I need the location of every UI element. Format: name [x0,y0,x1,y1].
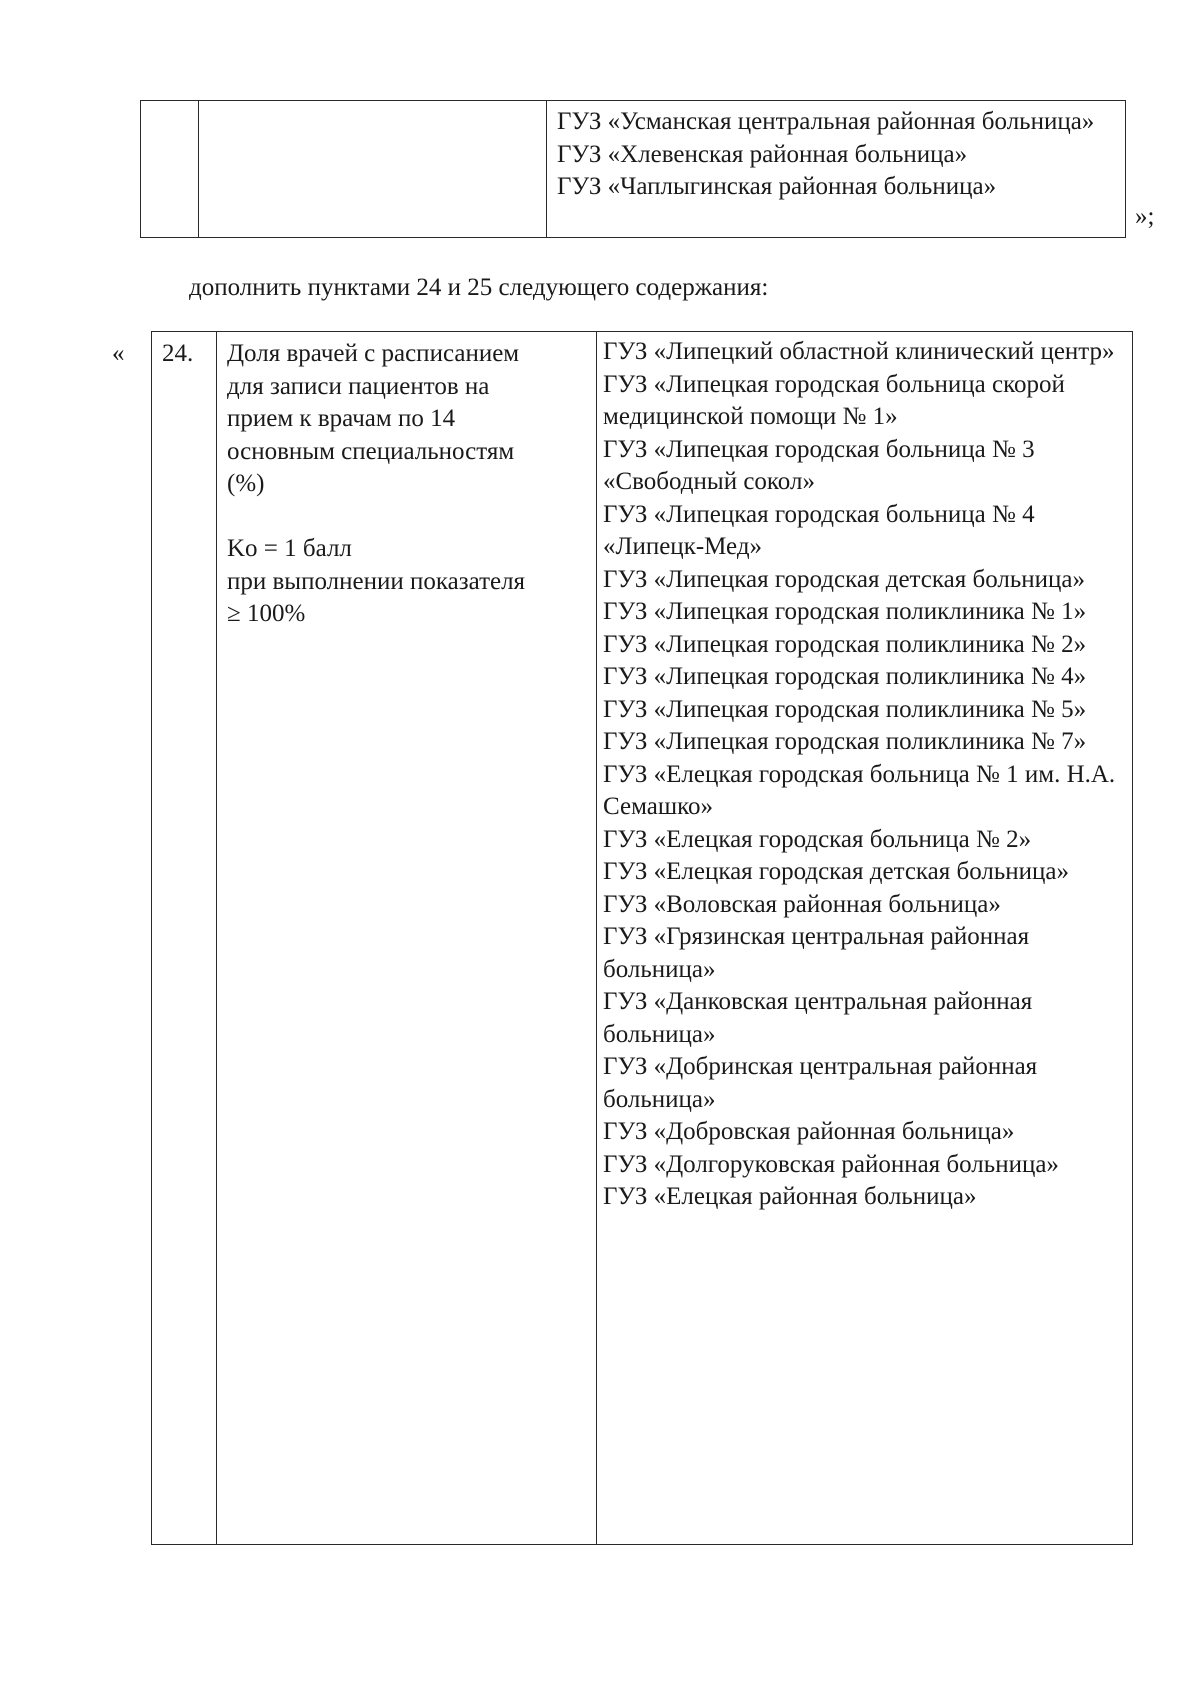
indicator-text-line: прием к врачам по 14 [227,405,456,432]
institution-name: ГУЗ «Липецкая городская больница скорой медицинской помощи № 1» [603,370,1065,430]
institution-name: ГУЗ «Липецкая городская поликлиника № 2» [603,630,1087,658]
institution-name: ГУЗ «Долгоруковская районная больница» [603,1150,1059,1178]
opening-quote-mark: « [112,340,125,367]
institution-name: ГУЗ «Воловская районная больница» [603,890,1001,918]
spacer [227,501,590,534]
institution-name: ГУЗ «Хлевенская районная больница» [557,140,968,168]
institution-name: ГУЗ «Липецкая городская поликлиника № 5» [603,695,1087,723]
institutions-cell [597,332,1133,1545]
indicator-text-line: Доля врачей с расписанием [227,340,520,367]
table-row [141,101,1126,238]
institution-name: ГУЗ «Липецкая городская больница № 3 «Свободный сокол» [603,435,1035,495]
item-number-cell [152,332,217,1545]
indicator-text-line: основным специальностям [227,437,515,465]
intro-paragraph: дополнить пунктами 24 и 25 следующего содержания: [189,274,769,301]
indicator-cell [217,332,597,1545]
score-text-line: при выполнении показателя [227,567,526,595]
item-number: 24. [162,340,194,367]
institution-name: ГУЗ «Добринская центральная районная больница» [603,1053,1038,1113]
institutions-table-continued [140,100,1126,238]
institutions-cell [547,101,1126,238]
institution-name: ГУЗ «Данковская центральная районная больница» [603,988,1033,1048]
indicator-text-line: для записи пациентов на [227,372,490,400]
score-text-line: ≥ 100% [227,600,306,627]
institution-name: ГУЗ «Липецкий областной клинический центр» [603,338,1115,365]
closing-quote-mark: »; [1135,203,1155,230]
institution-name: ГУЗ «Елецкая городская больница № 2» [603,825,1032,853]
institution-name: ГУЗ «Добровская районная больница» [603,1118,1015,1145]
institution-name: ГУЗ «Елецкая городская детская больница» [603,858,1070,885]
institution-name: ГУЗ «Елецкая районная больница» [603,1183,977,1210]
institution-name: ГУЗ «Чаплыгинская районная больница» [557,173,997,200]
institution-name: ГУЗ «Липецкая городская поликлиника № 7» [603,728,1087,755]
score-text-line: Ko = 1 балл [227,535,352,562]
institution-name: ГУЗ «Липецкая городская поликлиника № 1» [603,598,1087,625]
item-number-cell [141,101,199,238]
table-row [152,332,1133,1545]
institution-name: ГУЗ «Усманская центральная районная больница» [557,108,1095,135]
institution-name: ГУЗ «Грязинская центральная районная больница» [603,923,1030,983]
indicator-cell [199,101,547,238]
institution-name: ГУЗ «Елецкая городская больница № 1 им. Н.А. Семашко» [603,760,1116,820]
item-24-table [151,331,1133,1545]
institution-name: ГУЗ «Липецкая городская поликлиника № 4» [603,663,1087,690]
indicator-text-line: (%) [227,470,265,497]
institution-name: ГУЗ «Липецкая городская больница № 4 «Липецк-Мед» [603,500,1035,560]
institution-name: ГУЗ «Липецкая городская детская больница» [603,565,1085,593]
